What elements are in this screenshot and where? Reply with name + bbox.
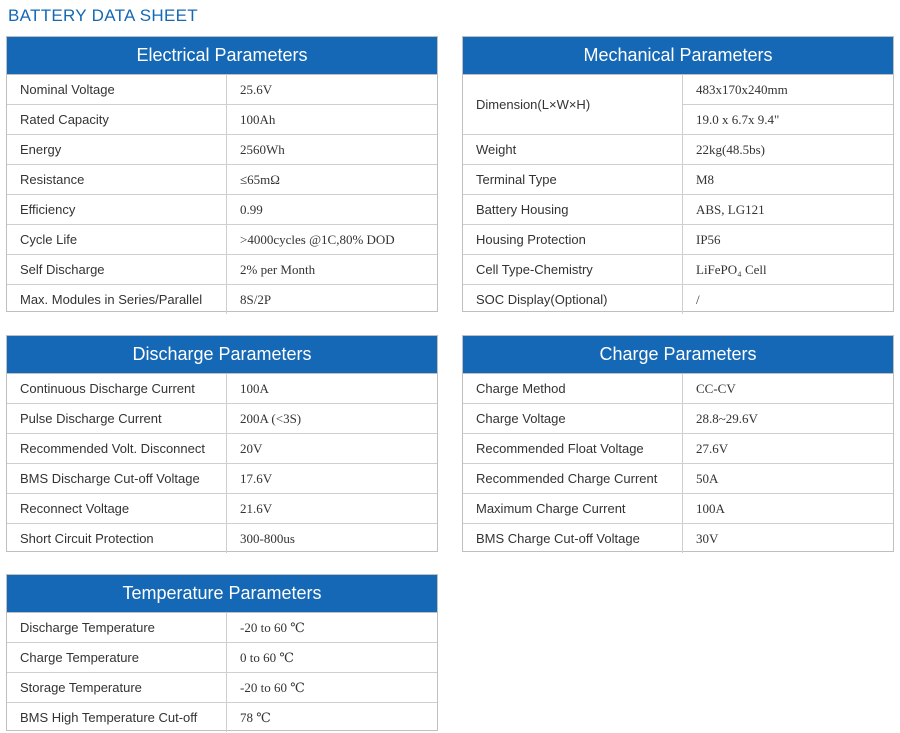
page-title: BATTERY DATA SHEET: [8, 6, 198, 25]
table-row: [463, 284, 893, 314]
table-row: [463, 164, 893, 194]
param-value: /: [696, 292, 700, 307]
param-label: Recommended Volt. Disconnect: [7, 434, 227, 463]
param-value: 30V: [696, 531, 719, 546]
param-label: Max. Modules in Series/Parallel: [7, 285, 227, 314]
table-row: [7, 403, 437, 433]
table-row: [463, 194, 893, 224]
param-label: Self Discharge: [7, 255, 227, 284]
table-header: Electrical Parameters: [7, 37, 437, 75]
param-value: 0 to 60 ℃: [240, 650, 294, 665]
param-label: Maximum Charge Current: [463, 494, 683, 523]
param-label: Weight: [463, 135, 683, 164]
param-value: 0.99: [240, 202, 263, 217]
param-value: -20 to 60 ℃: [240, 620, 305, 635]
param-value: 22kg(48.5bs): [696, 142, 765, 157]
param-label: Terminal Type: [463, 165, 683, 194]
param-label: Recommended Float Voltage: [463, 434, 683, 463]
param-value: 50A: [696, 471, 719, 486]
param-label: BMS High Temperature Cut-off: [7, 703, 227, 732]
table-row: [7, 254, 437, 284]
param-value: 25.6V: [240, 82, 273, 97]
table-row: [7, 224, 437, 254]
param-label: Short Circuit Protection: [7, 524, 227, 553]
param-value: M8: [696, 172, 715, 187]
param-value: 100Ah: [240, 112, 276, 127]
param-label: Cell Type-Chemistry: [463, 255, 683, 284]
table-row: [463, 224, 893, 254]
table-row: [463, 374, 893, 403]
param-label: Charge Voltage: [463, 404, 683, 433]
table-row: [463, 523, 893, 553]
param-value: 200A (<3S): [240, 411, 302, 426]
table-row: [7, 493, 437, 523]
param-value-mm: 483x170x240mm: [696, 82, 788, 97]
table-row: [7, 642, 437, 672]
param-value: 2560Wh: [240, 142, 285, 157]
param-value: 78 ℃: [240, 710, 271, 725]
table-row: [463, 463, 893, 493]
param-value: 100A: [240, 381, 269, 396]
param-label: SOC Display(Optional): [463, 285, 683, 314]
param-value: 300-800us: [240, 531, 295, 546]
param-label: Battery Housing: [463, 195, 683, 224]
table-row: [7, 104, 437, 134]
param-value: ≤65mΩ: [240, 172, 280, 187]
param-value: 28.8~29.6V: [696, 411, 758, 426]
param-value: CC-CV: [696, 381, 736, 396]
param-value: 21.6V: [240, 501, 273, 516]
param-label: Resistance: [7, 165, 227, 194]
electrical-parameters-table: [6, 36, 438, 312]
param-label: Rated Capacity: [7, 105, 227, 134]
param-label: Charge Temperature: [7, 643, 227, 672]
table-row: [7, 613, 437, 642]
table-row: [463, 403, 893, 433]
param-label: Reconnect Voltage: [7, 494, 227, 523]
param-label: BMS Charge Cut-off Voltage: [463, 524, 683, 553]
param-value: 2% per Month: [240, 262, 316, 277]
param-value: IP56: [696, 232, 721, 247]
table-header: Temperature Parameters: [7, 575, 437, 613]
table-row: [463, 433, 893, 463]
table-row: [7, 134, 437, 164]
temperature-parameters-table: [6, 574, 438, 731]
table-row: [7, 523, 437, 553]
discharge-parameters-table: [6, 335, 438, 552]
param-label: Discharge Temperature: [7, 613, 227, 642]
table-header: Charge Parameters: [463, 336, 893, 374]
charge-parameters-table: [462, 335, 894, 552]
param-value: 27.6V: [696, 441, 729, 456]
param-value: 20V: [240, 441, 263, 456]
param-label: Nominal Voltage: [7, 75, 227, 104]
param-label: Efficiency: [7, 195, 227, 224]
table-row: [7, 702, 437, 732]
param-label: Energy: [7, 135, 227, 164]
param-value: 17.6V: [240, 471, 273, 486]
param-label: Recommended Charge Current: [463, 464, 683, 493]
param-label: Dimension(L×W×H): [463, 75, 683, 134]
table-row-dimension: [463, 75, 893, 134]
table-header: Mechanical Parameters: [463, 37, 893, 75]
param-value: -20 to 60 ℃: [240, 680, 305, 695]
param-label: Charge Method: [463, 374, 683, 403]
table-row: [7, 374, 437, 403]
table-row: [7, 672, 437, 702]
table-row: [7, 164, 437, 194]
param-value-in: 19.0 x 6.7x 9.4": [683, 104, 893, 134]
param-label: Pulse Discharge Current: [7, 404, 227, 433]
param-label: Storage Temperature: [7, 673, 227, 702]
mechanical-parameters-table: [462, 36, 894, 312]
param-value: >4000cycles @1C,80% DOD: [240, 232, 395, 247]
table-row: [463, 493, 893, 523]
param-label: Housing Protection: [463, 225, 683, 254]
param-value: LiFePO₄ Cell: [696, 262, 767, 277]
param-label: Continuous Discharge Current: [7, 374, 227, 403]
param-label: Cycle Life: [7, 225, 227, 254]
table-header: Discharge Parameters: [7, 336, 437, 374]
param-value: 100A: [696, 501, 725, 516]
param-value: 8S/2P: [240, 292, 272, 307]
table-row: [7, 284, 437, 314]
table-row: [7, 75, 437, 104]
param-label: BMS Discharge Cut-off Voltage: [7, 464, 227, 493]
param-value: ABS, LG121: [696, 202, 765, 217]
table-row: [7, 463, 437, 493]
table-row: [7, 194, 437, 224]
table-row: [463, 134, 893, 164]
table-row: [7, 433, 437, 463]
table-row: [463, 254, 893, 284]
